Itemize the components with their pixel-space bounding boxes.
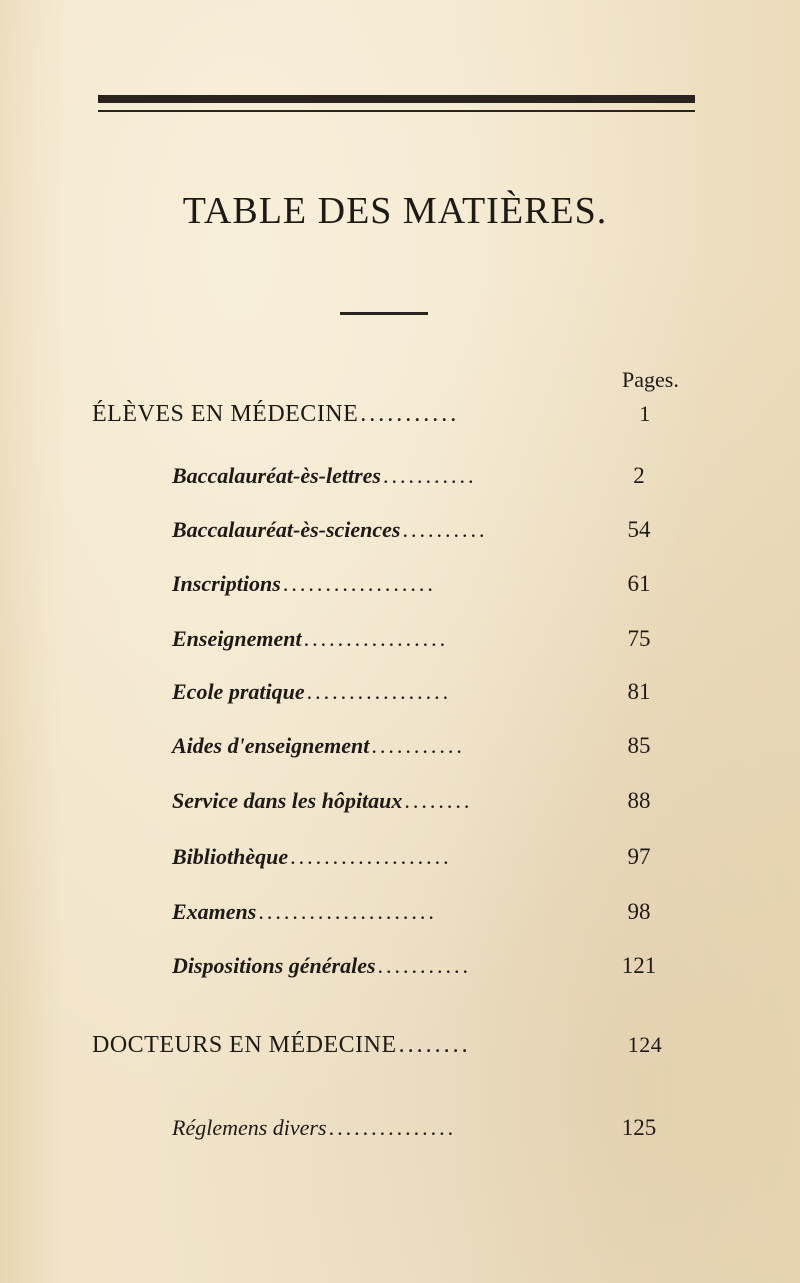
toc-entry: [172, 951, 670, 981]
toc-page-number: 81: [627, 679, 651, 704]
toc-entry: [172, 842, 670, 872]
toc-leader-dots: ..................: [282, 571, 436, 596]
toc-page-number: 2: [633, 463, 645, 488]
toc-section-label: ÉLÈVES EN MÉDECINE: [92, 401, 359, 427]
toc-entry-label: Examens: [172, 899, 257, 924]
toc-leader-dots: .................: [303, 626, 449, 651]
toc-entry-label: Baccalauréat-ès-lettres: [172, 463, 381, 488]
toc-entry: [172, 677, 670, 707]
pages-column-label: Pages.: [622, 367, 679, 392]
toc-entry: [172, 624, 670, 654]
toc-leader-dots: ..........: [402, 517, 488, 542]
toc-leader-dots: ...........: [377, 953, 472, 978]
header-rule-thick: [98, 95, 695, 103]
toc-entry: [172, 461, 670, 491]
toc-entry-label: Inscriptions: [172, 571, 281, 596]
toc-page-number: 85: [627, 733, 651, 758]
toc-section-eleves: [92, 398, 670, 430]
toc-leader-dots: .....................: [258, 899, 437, 924]
toc-page-number: 61: [627, 571, 651, 596]
toc-entry-label: Aides d'enseignement: [172, 733, 370, 758]
toc-entry-label: Ecole pratique: [172, 679, 305, 704]
toc-leader-dots: .................: [306, 679, 452, 704]
title-divider: [340, 312, 428, 315]
toc-entry: [172, 515, 670, 545]
toc-page-number: 54: [627, 517, 651, 542]
toc-entry-label: Bibliothèque: [172, 844, 289, 869]
toc-page-number: 98: [627, 899, 651, 924]
toc-page-number: 124: [627, 1032, 663, 1057]
toc-entry: [172, 786, 670, 816]
toc-entry-label: Enseignement: [172, 626, 302, 651]
toc-entry: [172, 897, 670, 927]
toc-entry: [172, 569, 670, 599]
toc-leader-dots: ...............: [328, 1115, 457, 1140]
toc-section-docteurs: [92, 1029, 670, 1061]
toc-leader-dots: ...........: [382, 463, 477, 488]
toc-leader-dots: ........: [398, 1032, 471, 1058]
toc-entry-label: Baccalauréat-ès-sciences: [172, 517, 401, 542]
toc-page-number: 1: [639, 401, 651, 426]
toc-page-number: 121: [621, 953, 657, 978]
toc-page-number: 97: [627, 844, 651, 869]
toc-section-label: DOCTEURS EN MÉDECINE: [92, 1032, 397, 1058]
toc-leader-dots: ...................: [290, 844, 452, 869]
toc-page-number: 125: [621, 1115, 657, 1140]
header-rule-thin: [98, 110, 695, 112]
toc-entry-label: Réglemens divers: [172, 1115, 327, 1140]
toc-entry-label: Service dans les hôpitaux: [172, 788, 403, 813]
toc-entry: [172, 1113, 670, 1143]
toc-page-number: 88: [627, 788, 651, 813]
toc-leader-dots: ...........: [371, 733, 465, 758]
toc-leader-dots: ...........: [360, 401, 460, 427]
toc-page-number: 75: [627, 626, 651, 651]
page-title: TABLE DES MATIÈRES.: [182, 190, 608, 232]
toc-entry-label: Dispositions générales: [172, 953, 376, 978]
toc-entry: [172, 731, 670, 761]
toc-leader-dots: ........: [404, 788, 473, 813]
